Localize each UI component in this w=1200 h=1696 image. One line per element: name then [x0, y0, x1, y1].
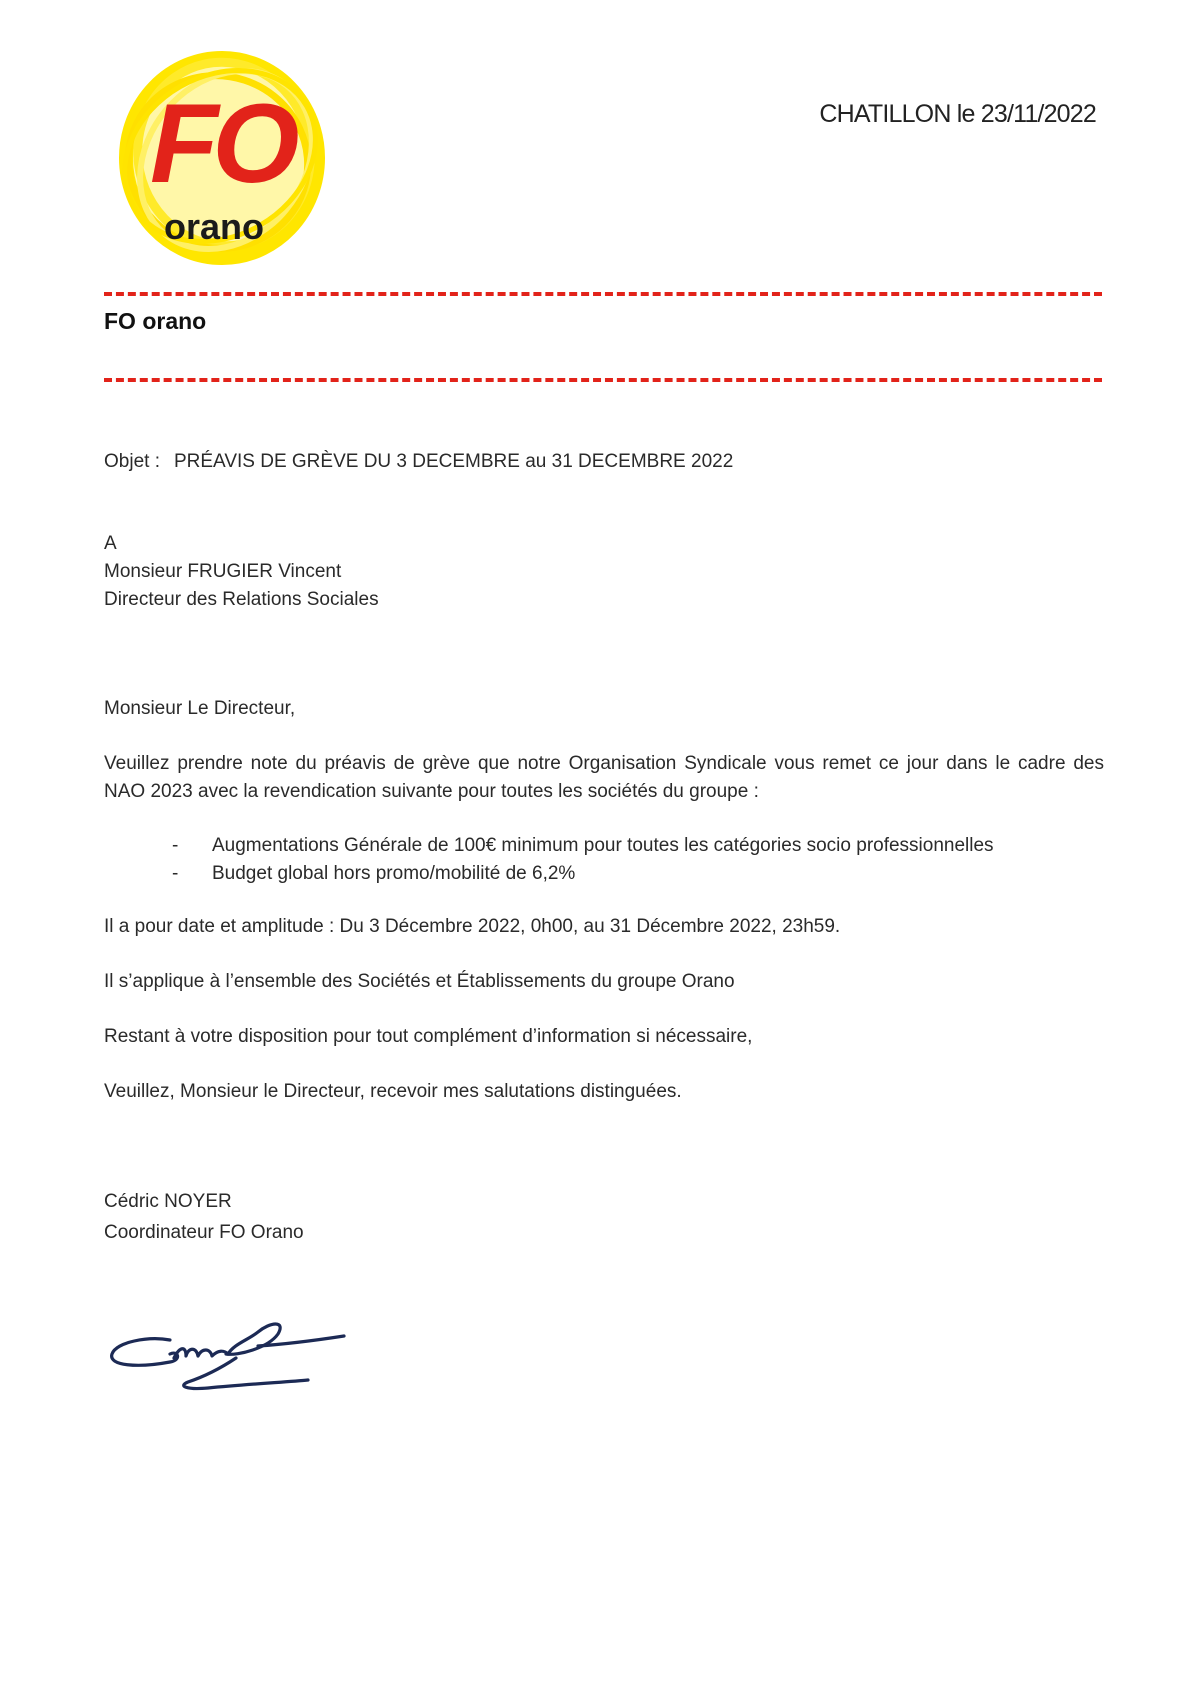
list-item-text: Budget global hors promo/mobilité de 6,2%	[212, 863, 576, 884]
list-item	[172, 832, 994, 860]
red-dashed-divider-top	[104, 292, 1102, 296]
fo-orano-logo	[104, 42, 334, 270]
subject-text: PRÉAVIS DE GRÈVE DU 3 DECEMBRE au 31 DECEMBRE 2022	[173, 451, 734, 472]
organization-name: FO orano	[104, 308, 207, 334]
subject-line	[104, 448, 733, 476]
list-bullet: -	[172, 863, 179, 884]
list-item-text: Augmentations Générale de 100€ minimum pour toutes les catégories socio professionnelles	[212, 835, 994, 856]
recipient-prefix: A	[104, 533, 117, 554]
recipient-block	[104, 530, 379, 614]
signatory-block	[104, 1188, 304, 1250]
scope-paragraph: Il s’applique à l’ensemble des Sociétés et Établissements du groupe Orano	[104, 971, 735, 992]
demands-list	[172, 832, 994, 888]
signatory-name: Cédric NOYER	[104, 1191, 232, 1212]
handwritten-signature	[108, 1310, 378, 1400]
availability-paragraph: Restant à votre disposition pour tout complément d’information si nécessaire,	[104, 1026, 753, 1047]
logo-fo-text: FO	[150, 81, 294, 206]
closing-paragraph: Veuillez, Monsieur le Directeur, recevoir mes salutations distinguées.	[104, 1081, 682, 1102]
date-amplitude-paragraph: Il a pour date et amplitude : Du 3 Décembre 2022, 0h00, au 31 Décembre 2022, 23h59.	[104, 916, 841, 937]
date-line: CHATILLON le 23/11/2022	[819, 100, 1096, 128]
salutation: Monsieur Le Directeur,	[104, 698, 296, 719]
red-dashed-divider-bottom	[104, 378, 1102, 382]
list-bullet: -	[172, 835, 179, 856]
recipient-name: Monsieur FRUGIER Vincent	[104, 561, 342, 582]
logo-orano-text: orano	[164, 206, 265, 247]
signatory-role: Coordinateur FO Orano	[104, 1222, 304, 1243]
intro-paragraph: Veuillez prendre note du préavis de grève que notre Organisation Syndicale vous remet ce jour dans le cadre des NAO 2023 avec la revendication suivante pour toutes les sociétés du groupe :	[104, 753, 1104, 802]
subject-label: Objet :	[104, 451, 160, 472]
list-item	[172, 860, 994, 888]
recipient-title: Directeur des Relations Sociales	[104, 589, 379, 610]
